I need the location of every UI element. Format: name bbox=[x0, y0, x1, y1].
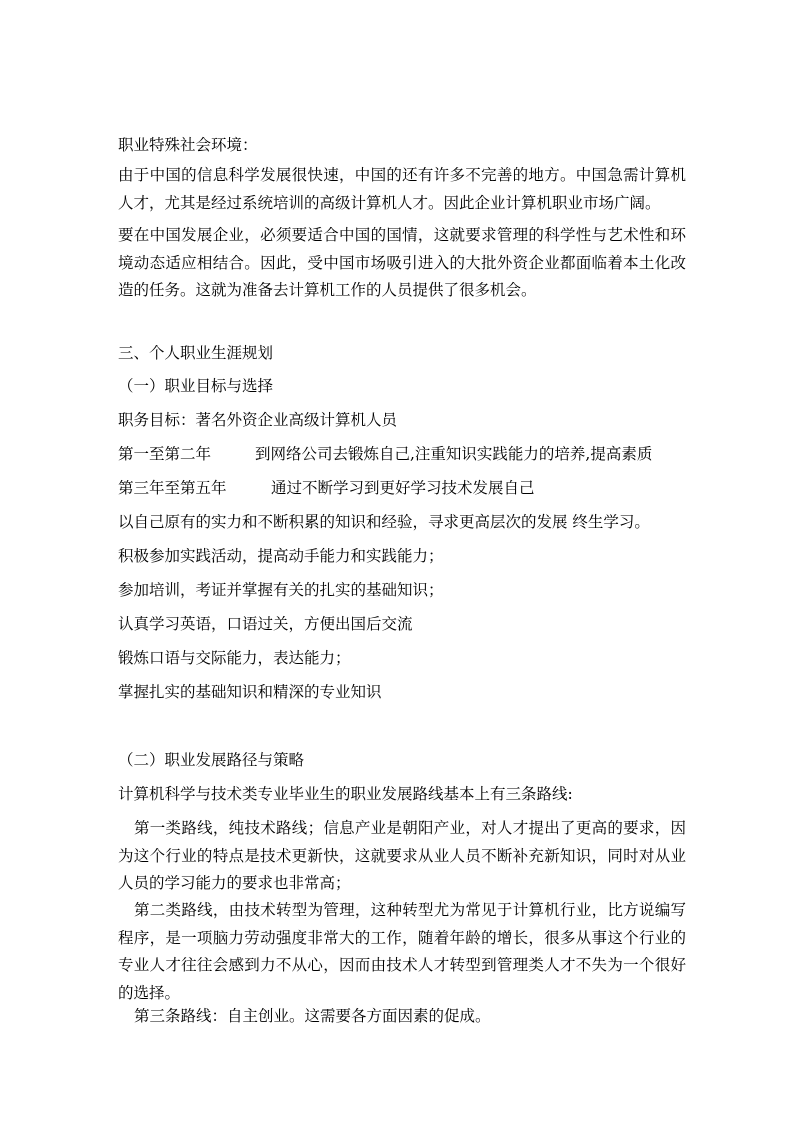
plan-row-2 bbox=[118, 478, 688, 498]
env-paragraph-1: 由于中国的信息科学发展很快速，中国的还有许多不完善的地方。中国急需计算机人才，尤其是经过系统培训的高级计算机人才。因此企业计算机职业市场广阔。 bbox=[118, 166, 686, 212]
paths-intro: 计算机科学与技术类专业毕业生的职业发展路线基本上有三条路线: bbox=[118, 785, 573, 803]
path-3-paragraph: 第三条路线：自主创业。这需要各方面因素的促成。 bbox=[134, 1007, 491, 1025]
path-1-paragraph: 第一类路线，纯技术路线；信息产业是朝阳产业，对人才提出了更高的要求，因为这个行业的特点是技术更新快，这就要求从业人员不断补充新知识，同时对从业人员的学习能力的要求也非常高； bbox=[118, 819, 686, 892]
subsection-1-heading: （一）职业目标与选择 bbox=[118, 377, 274, 395]
list-item: 参加培训，考证并掌握有关的扎实的基础知识； bbox=[118, 581, 444, 599]
path-2-paragraph: 第二类路线，由技术转型为管理，这种转型尤为常见于计算机行业，比方说编写程序，是一项脑力劳动强度非常大的工作，随着年龄的增长，很多从事这个行业的专业人才往往会感到力不从心，因而由技术人才转型到管理类人才不失为一个很好的选择。 bbox=[118, 901, 686, 1002]
section-3-heading: 三、个人职业生涯规划 bbox=[118, 344, 274, 362]
list-item: 锻炼口语与交际能力，表达能力； bbox=[118, 649, 351, 667]
job-goal: 职务目标：著名外资企业高级计算机人员 bbox=[118, 411, 398, 429]
env-heading: 职业特殊社会环境： bbox=[118, 136, 258, 154]
plan-2-label: 第三年至第五年 bbox=[118, 479, 227, 497]
list-item: 积极参加实践活动，提高动手能力和实践能力； bbox=[118, 547, 444, 565]
list-item: 掌握扎实的基础知识和精深的专业知识 bbox=[118, 683, 382, 701]
list-item: 认真学习英语，口语过关，方便出国后交流 bbox=[118, 615, 413, 633]
plan-1-text: 到网络公司去锻炼自己,注重知识实践能力的培养,提高素质 bbox=[255, 445, 653, 463]
plan-2-text: 通过不断学习到更好学习技术发展自己 bbox=[271, 479, 535, 497]
subsection-2-heading: （二）职业发展路径与策略 bbox=[118, 751, 305, 769]
plan-1-label: 第一至第二年 bbox=[118, 445, 212, 463]
list-item: 以自己原有的实力和不断积累的知识和经验，寻求更高层次的发展 终生学习。 bbox=[118, 513, 650, 531]
env-paragraph-2: 要在中国发展企业，必须要适合中国的国情，这就要求管理的科学性与艺术性和环境动态适应相结合。因此，受中国市场吸引进入的大批外资企业都面临着本土化改造的任务。这就为准备去计算机工作的人员提供了很多机会。 bbox=[118, 226, 686, 299]
plan-row-1 bbox=[118, 444, 688, 464]
